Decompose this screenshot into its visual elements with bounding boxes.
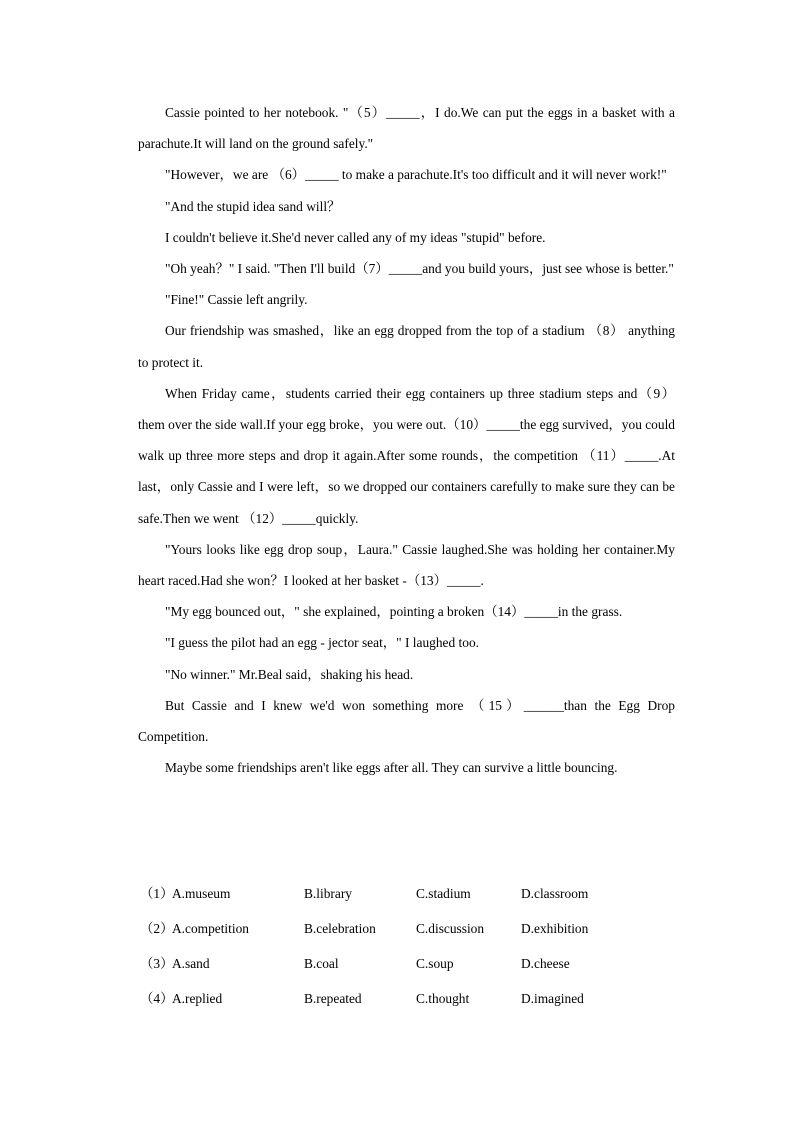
question-option-row	[138, 983, 678, 1018]
option-b[interactable]: B.library	[304, 886, 352, 901]
question-number: （4）	[140, 991, 174, 1006]
question-option-row	[138, 878, 678, 913]
paragraph: But Cassie and I knew we'd won something more （15）______than the Egg Drop Competition.	[138, 697, 675, 745]
paragraph: "However，we are （6）_____ to make a parachute.It's too difficult and it will never work!"	[165, 167, 667, 183]
option-d[interactable]: D.exhibition	[521, 921, 589, 936]
option-a[interactable]: A.competition	[172, 921, 249, 936]
option-c[interactable]: C.stadium	[416, 886, 471, 901]
paragraph: "And the stupid idea sand will？	[165, 198, 341, 214]
question-option-row	[138, 948, 678, 983]
paragraph: Cassie pointed to her notebook. "（5）_____，I do.We can put the eggs in a basket with a parachute.It will land on the ground safely."	[138, 105, 675, 152]
option-d[interactable]: D.imagined	[521, 991, 584, 1006]
option-c[interactable]: C.discussion	[416, 921, 485, 936]
option-b[interactable]: B.celebration	[304, 921, 376, 936]
paragraph: Maybe some friendships aren't like eggs after all. They can survive a little bouncing.	[165, 760, 618, 776]
option-c[interactable]: C.thought	[416, 991, 470, 1006]
answer-options	[138, 878, 678, 1018]
paragraph: When Friday came，students carried their egg containers up three stadium steps and（9） them over the side wall.If your egg broke，you were out.（10）_____the egg survived，you could walk up three more steps and drop it again.After some rounds，the competition （11）_____.At last，only Cassie and I were left，so we dropped our containers carefully to make sure they can be safe.Then we went （12）_____quickly.	[138, 385, 675, 526]
option-a[interactable]: A.museum	[172, 886, 231, 901]
option-b[interactable]: B.repeated	[304, 991, 362, 1006]
paragraph: "I guess the pilot had an egg - jector seat，" I laughed too.	[165, 635, 479, 651]
option-a[interactable]: A.replied	[172, 991, 223, 1006]
reading-passage	[138, 97, 675, 783]
paragraph: "Fine!" Cassie left angrily.	[165, 292, 308, 308]
paragraph: "Oh yeah？" I said. "Then I'll build（7）_____and you build yours，just see whose is better."	[165, 261, 674, 277]
paragraph: I couldn't believe it.She'd never called any of my ideas "stupid" before.	[165, 229, 546, 245]
option-b[interactable]: B.coal	[304, 956, 339, 971]
question-number: （2）	[140, 921, 174, 936]
paragraph: Our friendship was smashed，like an egg dropped from the top of a stadium （8） anything to protect it.	[138, 323, 675, 370]
option-d[interactable]: D.classroom	[521, 886, 589, 901]
option-a[interactable]: A.sand	[172, 956, 210, 971]
paragraph: "Yours looks like egg drop soup，Laura." Cassie laughed.She was holding her container.My heart raced.Had she won？I looked at her basket -（13）_____.	[138, 541, 675, 589]
question-number: （3）	[140, 956, 174, 971]
question-option-row	[138, 913, 678, 948]
paragraph: "No winner." Mr.Beal said，shaking his head.	[165, 666, 414, 682]
option-d[interactable]: D.cheese	[521, 956, 570, 971]
question-number: （1）	[140, 886, 174, 901]
paragraph: "My egg bounced out，" she explained，pointing a broken（14）_____in the grass.	[165, 604, 623, 620]
option-c[interactable]: C.soup	[416, 956, 454, 971]
